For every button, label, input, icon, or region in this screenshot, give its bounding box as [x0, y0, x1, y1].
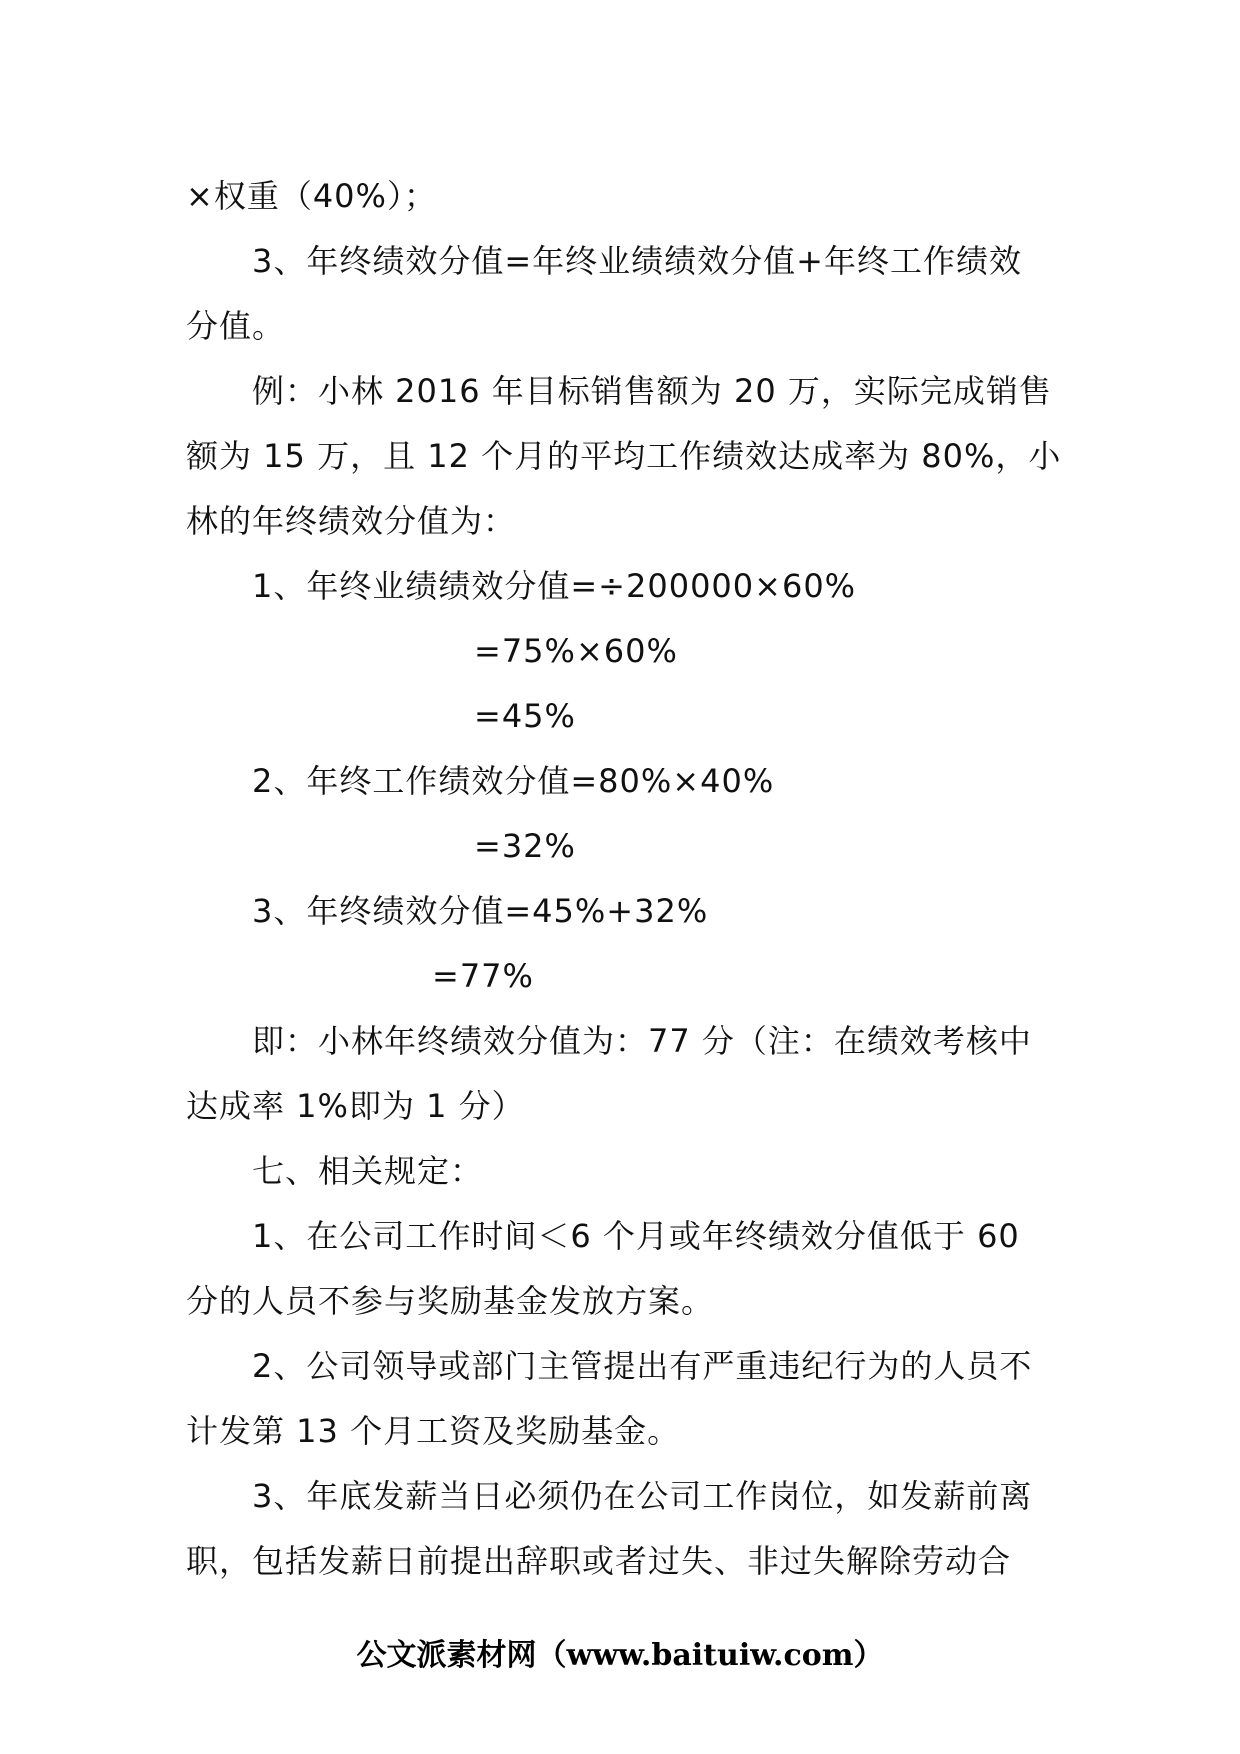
text-line: 额为 15 万，且 12 个月的平均工作绩效达成率为 80%，小: [186, 437, 1062, 475]
text-line: 即：小林年终绩效分值为：77 分（注：在绩效考核中: [252, 1022, 1032, 1060]
text-line: =77%: [432, 957, 534, 995]
text-line: 例：小林 2016 年目标销售额为 20 万，实际完成销售: [252, 372, 1052, 410]
text-line: =45%: [474, 697, 576, 735]
text-line: 职，包括发薪日前提出辞职或者过失、非过失解除劳动合: [186, 1542, 1012, 1580]
text-line: 3、年终绩效分值=45%+32%: [252, 892, 709, 930]
text-line: 2、年终工作绩效分值=80%×40%: [252, 762, 775, 800]
text-line: 林的年终绩效分值为：: [186, 502, 517, 540]
text-line: =32%: [474, 827, 576, 865]
text-line: =75%×60%: [474, 632, 678, 670]
text-line: 七、相关规定：: [252, 1152, 484, 1190]
text-line: ×权重（40%）；: [186, 177, 437, 215]
text-line: 计发第 13 个月工资及奖励基金。: [186, 1412, 681, 1450]
text-line: 分值。: [186, 307, 286, 345]
text-line: 达成率 1%即为 1 分）: [186, 1087, 525, 1125]
text-line: 分的人员不参与奖励基金发放方案。: [186, 1282, 715, 1320]
text-line: 2、公司领导或部门主管提出有严重违纪行为的人员不: [252, 1347, 1033, 1385]
text-line: 1、在公司工作时间＜6 个月或年终绩效分值低于 60: [252, 1217, 1020, 1255]
page-footer: 公文派素材网（www.baituiw.com）: [356, 1638, 884, 1673]
text-line: 3、年底发薪当日必须仍在公司工作岗位，如发薪前离: [252, 1477, 1033, 1515]
text-line: 3、年终绩效分值=年终业绩绩效分值+年终工作绩效: [252, 242, 1022, 280]
text-line: 1、年终业绩绩效分值=÷200000×60%: [252, 567, 857, 605]
